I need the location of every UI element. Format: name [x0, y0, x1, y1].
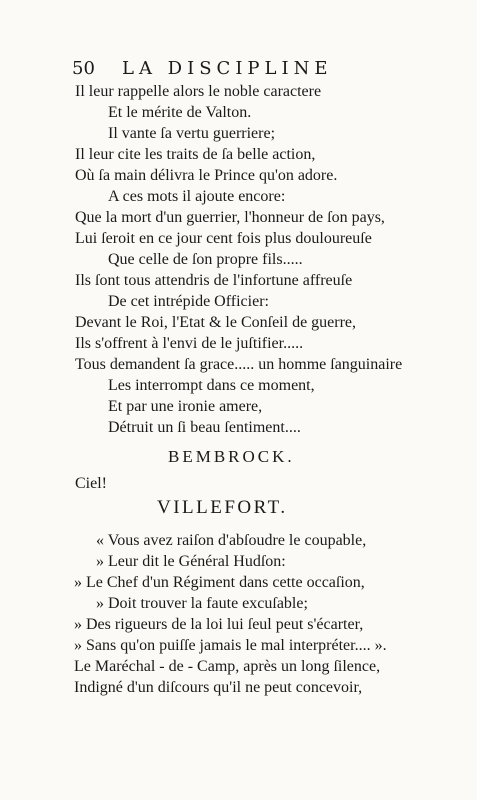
- verse-line: Le Maréchal - de - Camp, après un long ſilence,: [74, 658, 381, 675]
- running-title: LA DISCIPLINE: [122, 58, 333, 79]
- speaker-name: BEMBROCK.: [168, 447, 295, 466]
- verse-line: Détruit un ſi beau ſentiment....: [108, 419, 301, 436]
- exclamation: Ciel!: [75, 475, 107, 492]
- verse-line: Tous demandent ſa grace..... un homme ſanguinaire: [75, 356, 403, 373]
- page-number: 50: [72, 58, 95, 79]
- verse-line: Les interrompt dans ce moment,: [108, 377, 315, 394]
- verse-line: A ces mots il ajoute encore:: [108, 188, 286, 205]
- speaker-name: VILLEFORT.: [157, 497, 288, 518]
- verse-line: De cet intrépide Officier:: [108, 293, 269, 310]
- verse-line: Et par une ironie amere,: [108, 398, 263, 415]
- quote-line: » Le Chef d'un Régiment dans cette occaſion,: [74, 574, 365, 591]
- verse-line: Ils ſont tous attendris de l'infortune affreuſe: [75, 272, 353, 289]
- quote-line: » Doit trouver la faute excuſable;: [96, 595, 308, 612]
- verse-line: Il leur rappelle alors le noble caractere: [75, 83, 322, 100]
- verse-line: Lui ſeroit en ce jour cent fois plus douloureuſe: [75, 230, 372, 247]
- verse-line: Ils s'offrent à l'envi de le juſtifier.....: [75, 335, 304, 352]
- verse-line: Il leur cite les traits de ſa belle action,: [75, 146, 316, 163]
- quote-line: « Vous avez raiſon d'abſoudre le coupable,: [96, 532, 367, 549]
- verse-line: Et le mérite de Valton.: [108, 104, 252, 121]
- verse-line: Que la mort d'un guerrier, l'honneur de ſon pays,: [75, 209, 385, 226]
- verse-line: Devant le Roi, l'Etat & le Conſeil de guerre,: [75, 314, 357, 331]
- quote-line: » Des rigueurs de la loi lui ſeul peut s'écarter,: [74, 616, 364, 633]
- verse-line: Où ſa main délivra le Prince qu'on adore.: [75, 167, 338, 184]
- quote-line: » Sans qu'on puiſſe jamais le mal interpréter.... ».: [74, 637, 387, 654]
- verse-line: Que celle de ſon propre fils.....: [108, 251, 303, 268]
- quote-line: » Leur dit le Général Hudſon:: [96, 553, 286, 570]
- verse-line: Indigné d'un diſcours qu'il ne peut concevoir,: [74, 679, 363, 696]
- verse-line: Il vante ſa vertu guerriere;: [108, 125, 276, 142]
